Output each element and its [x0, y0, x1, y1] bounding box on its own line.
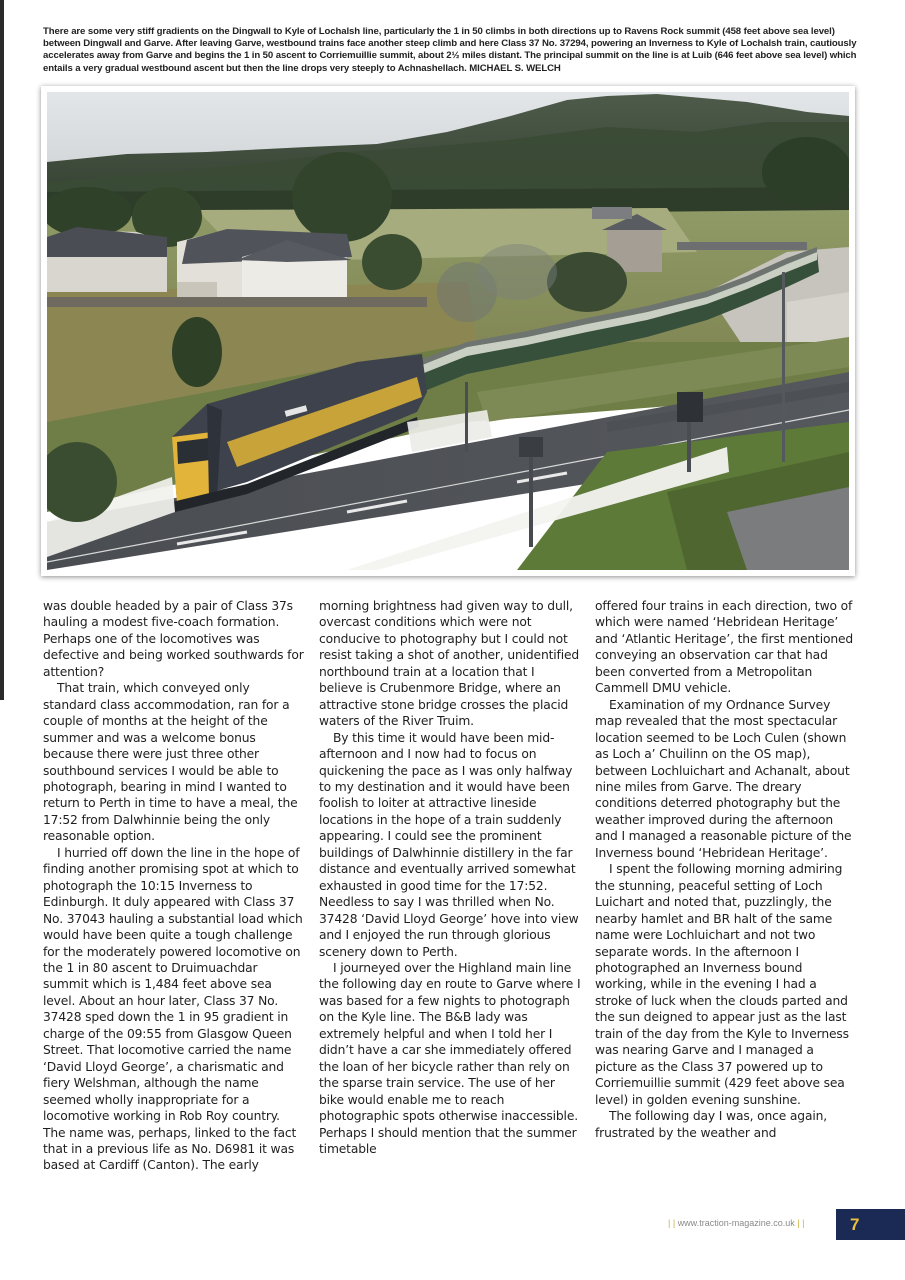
- col3-paragraph-1: offered four trains in each direction, two of which were named ‘Hebridean Heritage’ and ‘Atlantic Heritage’, the first mentioned conveying an observation car that had been converted from a Metropolitan Cammell DMU vehicle.: [595, 599, 854, 696]
- page-number: 7: [836, 1209, 905, 1240]
- caption-text: There are some very stiff gradients on the Dingwall to Kyle of Lochalsh line, particularly the 1 in 50 climbs in both directions up to Ravens Rock summit (458 feet above sea level) between Dingwall and Garve. After leaving Garve, westbound trains face another steep climb and here Class 37 No. 37294, powering an Inverness to Kyle of Lochalsh train, cautiously accelerates away from Garve and begins the 1 in 50 ascent to Corriemuillie summit, about 2½ miles distant. The principal summit on the line is at Luib (646 feet above sea level) which entails a very gradual westbound ascent but then the line drops very steeply to Achnashellach. MICHAEL S. WELCH: [43, 26, 857, 74]
- col3-paragraph-3: I spent the following morning admiring the stunning, peaceful setting of Loch Luichart and noted that, puzzlingly, the nearby hamlet and BR halt of the same name were Lochluichart and not two separate words. In the afternoon I photographed an Inverness bound working, while in the evening I had a stroke of luck when the clouds parted and the sun deigned to appear just as the last train of the day from the Kyle to Inverness was nearing Garve and I managed a picture as the Class 37 powered up to Corriemuillie summit (429 feet above sea level) in golden evening sunshine.: [595, 862, 849, 1107]
- col3-paragraph-4: The following day I was, once again, frustrated by the weather and: [595, 1109, 827, 1140]
- text-column-3: [595, 598, 857, 1141]
- page-edge-bar: [0, 0, 4, 700]
- col2-paragraph-2: By this time it would have been mid-afternoon and I now had to focus on quickening the pace as I was only halfway to my destination and it would have been foolish to loiter at attractive lineside locations in the hope of a train suddenly appearing. I could see the prominent buildings of Dalwhinnie distillery in the far distance and eventually arrived somewhat exhausted in good time for the 17:52. Needless to say I was thrilled when No. 37428 ‘David Lloyd George’ hove into view and I enjoyed the run through glorious scenery down to Perth.: [319, 730, 579, 959]
- col1-paragraph-2: That train, which conveyed only standard class accommodation, ran for a couple of months at the height of the summer and was a welcome bonus because there were just three other southbound services I would be able to photograph, bearing in mind I wanted to return to Perth in time to have a meal, the 17:52 from Dalwhinnie being the only reasonable option.: [43, 681, 298, 844]
- photo-frame: [41, 86, 855, 576]
- footer-url: [668, 1218, 804, 1228]
- col1-paragraph-3: I hurried off down the line in the hope of finding another promising spot at which to photograph the 10:15 Inverness to Edinburgh. It duly appeared with Class 37 No. 37043 hauling a substantial load which would have been quite a tough challenge for the moderately powered locomotive on the 1 in 80 ascent to Druimuachdar summit which is 1,484 feet above sea level. About an hour later, Class 37 No. 37428 sped down the 1 in 95 gradient in charge of the 09:55 from Glasgow Queen Street. That locomotive carried the name ‘David Lloyd George’, a charismatic and fiery Welshman, although the name seemed wholly inappropriate for a locomotive working in Rob Roy country. The name was, perhaps, linked to the fact that in a previous life as No. D6981 it was based at Cardiff (Canton). The early: [43, 845, 303, 1173]
- col1-paragraph-1: was double headed by a pair of Class 37s hauling a modest five-coach formation. Perhaps one of the locomotives was defective and being worked southwards for attention?: [43, 599, 304, 679]
- text-column-2: [319, 598, 581, 1157]
- footer-divider-left: | |: [668, 1218, 678, 1228]
- col3-paragraph-2: Examination of my Ordnance Survey map revealed that the most spectacular location seemed to be Loch Culen (shown as Loch a’ Chuilinn on the OS map), between Lochluichart and Achanalt, about nine miles from Garve. The dreary conditions deterred photography but the weather improved during the afternoon and I managed a reasonable picture of the Inverness bound ‘Hebridean Heritage’.: [595, 697, 852, 860]
- col2-paragraph-3: I journeyed over the Highland main line the following day en route to Garve where I was based for a few nights to photograph on the Kyle line. The B&B lady was extremely helpful and when I told her I didn’t have a car she immediately offered the loan of her bicycle rather than rely on the sparse train service. The use of her bike would enable me to reach photographic spots otherwise inaccessible. Perhaps I should mention that the summer timetable: [319, 960, 581, 1156]
- col2-paragraph-1: morning brightness had given way to dull, overcast conditions which were not conducive to photography but I could not resist taking a shot of another, unidentified northbound train at a location that I believe is Crubenmore Bridge, where an attractive stone bridge crosses the placid waters of the River Truim.: [319, 599, 580, 729]
- photo-caption: [43, 26, 863, 75]
- footer-divider-right: | |: [794, 1218, 805, 1228]
- train-photo: [47, 92, 849, 570]
- text-column-1: [43, 598, 305, 1174]
- footer-url-text[interactable]: www.traction-magazine.co.uk: [677, 1218, 795, 1228]
